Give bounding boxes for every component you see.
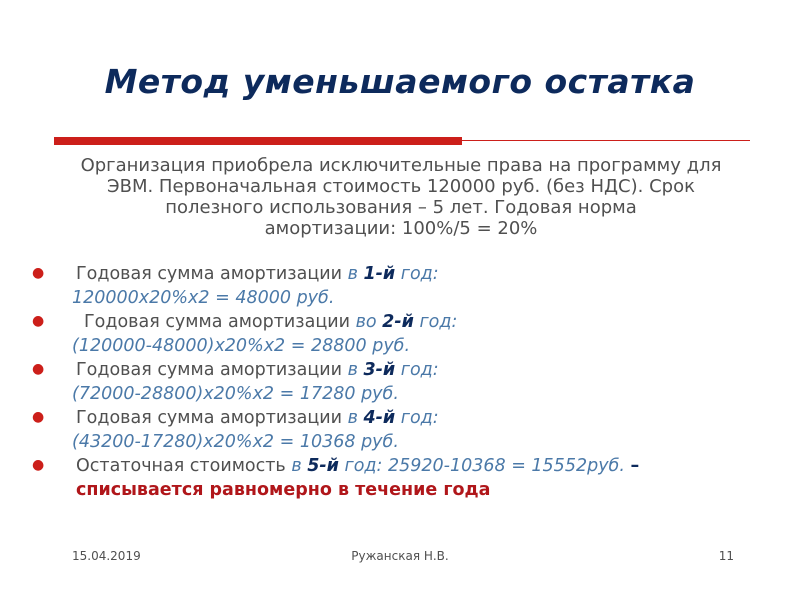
footer-author: Ружанская Н.В.: [351, 549, 449, 563]
bullet-icon: ●: [32, 409, 45, 425]
item-formula: год: 25920-10368 = 15552руб.: [344, 456, 625, 476]
item-dash: –: [630, 456, 640, 476]
item-year: 5-й: [307, 456, 339, 476]
item-year: 2-й: [382, 312, 414, 332]
intro-paragraph: [30, 155, 772, 239]
intro-line: амортизации: 100%/5 = 20%: [264, 218, 538, 239]
item-year: 4-й: [363, 408, 396, 428]
list-item: [32, 310, 772, 358]
item-label: Годовая сумма амортизации: [76, 264, 342, 284]
bullet-icon: ●: [32, 313, 45, 329]
item-label: Годовая сумма амортизации: [84, 312, 350, 332]
item-prep: в: [347, 264, 358, 284]
bullet-icon: ●: [32, 457, 45, 473]
amortization-list: [32, 262, 772, 502]
title-rule-thin: [462, 140, 750, 141]
bullet-icon: ●: [32, 265, 45, 281]
item-prep: в: [291, 456, 302, 476]
footer-date: 15.04.2019: [72, 549, 141, 563]
item-year-suffix: год:: [419, 312, 458, 332]
bullet-icon: ●: [32, 361, 45, 377]
item-formula: (72000-28800)х20%х2 = 17280 руб.: [72, 384, 399, 404]
item-formula: 120000х20%х2 = 48000 руб.: [72, 288, 335, 308]
item-year: 1-й: [363, 264, 396, 284]
list-item: [32, 358, 772, 406]
item-heading: [32, 454, 772, 478]
list-item-final: [32, 454, 772, 502]
intro-line: ЭВМ. Первоначальная стоимость 120000 руб. (без НДС). Срок: [107, 176, 695, 197]
item-heading: [32, 262, 772, 286]
slide-title: Метод уменьшаемого остатка: [104, 62, 696, 101]
item-year-suffix: год:: [400, 360, 439, 380]
intro-line: Организация приобрела исключительные права на программу для: [80, 155, 722, 176]
item-label: Годовая сумма амортизации: [76, 408, 342, 428]
list-item: [32, 262, 772, 310]
item-formula: (120000-48000)х20%х2 = 28800 руб.: [72, 336, 411, 356]
title-rule-thick: [54, 137, 462, 145]
list-item: [32, 406, 772, 454]
item-note: списывается равномерно в течение года: [76, 480, 491, 500]
item-heading: [32, 310, 772, 334]
intro-line: полезного использования – 5 лет. Годовая норма: [165, 197, 637, 218]
item-year: 3-й: [363, 360, 396, 380]
item-year-suffix: год:: [400, 408, 439, 428]
item-year-suffix: год:: [400, 264, 439, 284]
footer-page-number: 11: [718, 549, 734, 563]
item-formula: (43200-17280)х20%х2 = 10368 руб.: [72, 432, 399, 452]
item-prep: в: [347, 408, 358, 428]
item-label: Остаточная стоимость: [76, 456, 286, 476]
item-prep: во: [355, 312, 377, 332]
item-label: Годовая сумма амортизации: [76, 360, 342, 380]
item-prep: в: [347, 360, 358, 380]
item-heading: [32, 358, 772, 382]
item-heading: [32, 406, 772, 430]
